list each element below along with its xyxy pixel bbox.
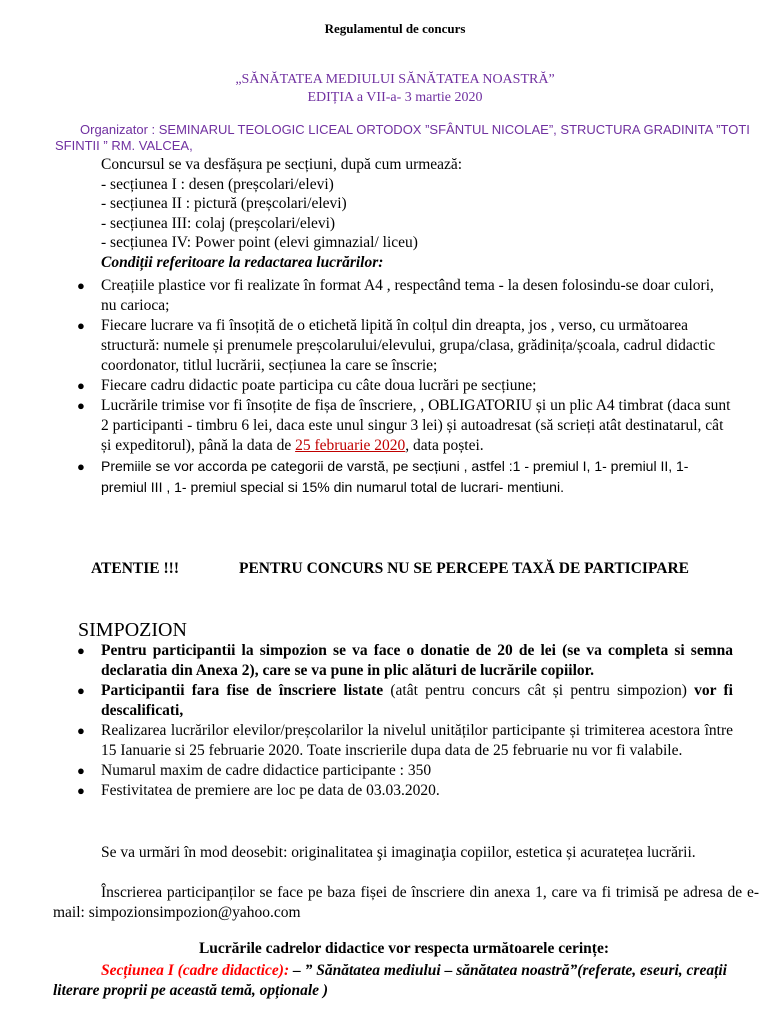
teacher-section-text: – ” Sănătatea mediului – sănătatea noastră”(referate, eseuri, creații literare proprii pe această temă, opționale ) bbox=[53, 962, 727, 999]
section-item: - secțiunea II : pictură (preșcolari/elevi) bbox=[101, 195, 347, 212]
rule-item: ● Lucrările trimise vor fi însoțite de fișa de înscriere, , OBLIGATORIU și un plic A4 timbrat (daca sunt 2 participanti - timbru 6 lei, daca este unul singur 3 lei) și autoadresat (să scrieți atât destinatarul, cât și expeditorul), până la data de 25 februarie 2020, data poștei. bbox=[77, 397, 731, 454]
symposium-item: ● Pentru participantii la simpozion se va face o donatie de 20 de lei (se va completa si semna declaratia din Anexa 2), care se va pune in plic alături de lucrările copiilor. bbox=[77, 642, 733, 679]
criteria-paragraph: Se va urmări în mod deosebit: originalitatea şi imaginaţia copiilor, estetica și acuratețea lucrării. bbox=[101, 844, 696, 861]
organizer-line bbox=[55, 122, 760, 154]
rule-item: ● Creațiile plastice vor fi realizate în format A4 , respectând tema - la desen folosindu-se doar culori, nu carioca; bbox=[77, 277, 714, 314]
teacher-section-line bbox=[53, 961, 743, 1001]
contest-edition: EDIȚIA a VII-a- 3 martie 2020 bbox=[307, 90, 483, 105]
bullet-icon: ● bbox=[77, 783, 85, 798]
section-item: - secțiunea III: colaj (preșcolari/elevi) bbox=[101, 214, 336, 232]
teacher-requirements-heading: Lucrările cadrelor didactice vor respecta următoarele cerințe: bbox=[198, 940, 610, 957]
registration-paragraph: Înscrierea participanților se face pe baza fișei de înscriere din anexa 1, care va fi trimisă pe adresa de e-mail: simpozionsimpozion@yahoo.com bbox=[53, 884, 759, 921]
rule-item: ● Fiecare cadru didactic poate participa cu câte doua lucrări pe secțiune; bbox=[77, 377, 537, 394]
bullet-icon: ● bbox=[77, 763, 85, 778]
deadline-date: 25 februarie 2020 bbox=[295, 437, 406, 454]
sections-block bbox=[101, 155, 751, 272]
symposium-heading: SIMPOZION bbox=[78, 619, 187, 641]
bullet-icon: ● bbox=[77, 378, 85, 393]
rule-item: ● Fiecare lucrare va fi însoțită de o etichetă lipită în colțul din dreapta, jos , verso, cu următoarea structură: numele și prenumele preșcolarului/elevului, grupa/clasa, grădinița/școala, cadrul didactic coordonator, titlul lucrării, secțiunea la care se înscrie; bbox=[77, 317, 716, 374]
rule-item: ● Premiile se vor accorda pe categorii de varstă, pe secțiuni , astfel :1 - premiul I, 1- premiul II, 1- premiul III , 1- premiul special si 15% din numarul total de lucrari- mentiuni. bbox=[77, 458, 689, 495]
symposium-item: ● Participantii fara fise de înscriere listate (atât pentru concurs cât și pentru simpozion) vor fi descalificati, bbox=[77, 682, 733, 719]
attention-label: ATENTIE !!! bbox=[91, 560, 179, 577]
attention-notice bbox=[53, 559, 743, 578]
symposium-list bbox=[53, 641, 733, 801]
document-title: Regulamentul de concurs bbox=[324, 21, 466, 36]
bullet-icon: ● bbox=[77, 723, 85, 738]
symposium-item: ● Numarul maxim de cadre didactice participante : 350 bbox=[77, 762, 432, 779]
sections-intro: Concursul se va desfășura pe secțiuni, după cum urmează: bbox=[101, 156, 463, 173]
symposium-item: ● Festivitatea de premiere are loc pe data de 03.03.2020. bbox=[77, 782, 440, 799]
bullet-icon: ● bbox=[77, 398, 85, 413]
section-item: - secțiunea IV: Power point (elevi gimnazial/ liceu) bbox=[101, 234, 418, 251]
contest-header bbox=[0, 71, 768, 107]
rules-list bbox=[53, 276, 733, 498]
symposium-item: ● Realizarea lucrărilor elevilor/preșcolarilor la nivelul unităților participante și trimiterea acestora între 15 Ianuarie si 25 februarie 2020. Toate inscrierile dupa data de 25 februarie nu vor fi valabile. bbox=[77, 722, 733, 759]
contest-name: „SĂNĂTATEA MEDIULUI SĂNĂTATEA NOASTRĂ” bbox=[235, 72, 555, 87]
bullet-icon: ● bbox=[77, 683, 85, 698]
conditions-heading: Condiții referitoare la redactarea lucrărilor: bbox=[101, 253, 384, 271]
teacher-section-label: Secțiunea I (cadre didactice): bbox=[101, 962, 290, 979]
section-item: - secțiunea I : desen (preșcolari/elevi) bbox=[101, 175, 334, 193]
bullet-icon: ● bbox=[77, 643, 85, 658]
organizer-text: Organizator : SEMINARUL TEOLOGIC LICEAL ORTODOX ”SFÂNTUL NICOLAE”, STRUCTURA GRADINITA ”TOTI SFINTII ” RM. VALCEA, bbox=[55, 122, 750, 153]
bullet-icon: ● bbox=[77, 459, 85, 474]
bullet-icon: ● bbox=[77, 318, 85, 333]
attention-text: PENTRU CONCURS NU SE PERCEPE TAXĂ DE PARTICIPARE bbox=[238, 560, 689, 577]
bullet-icon: ● bbox=[77, 278, 85, 293]
